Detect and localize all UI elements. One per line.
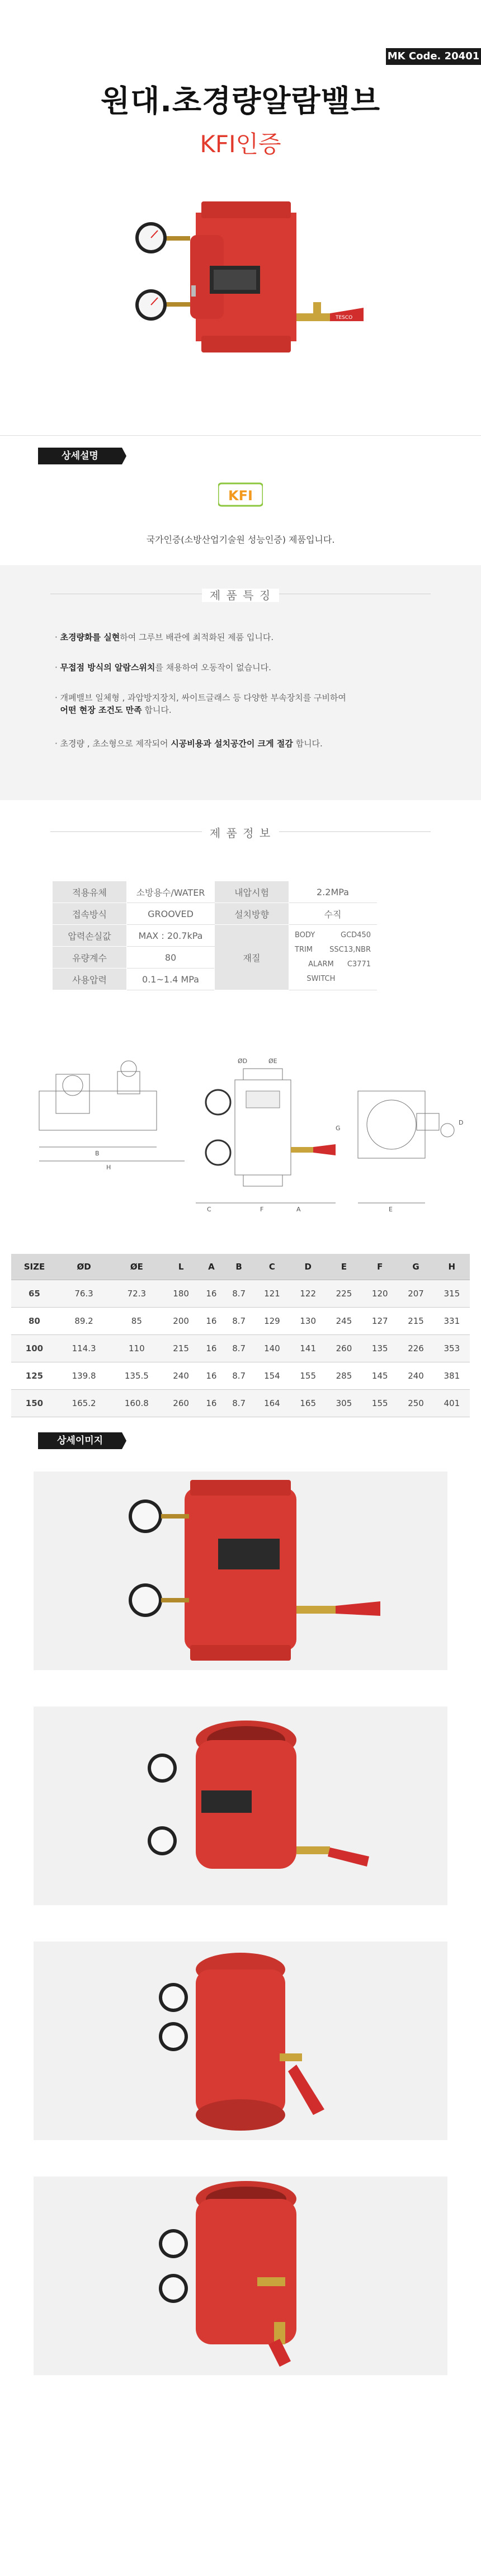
dimension-cell: 8.7 xyxy=(224,1362,254,1390)
page-title: 원대.초경량알람밸브 xyxy=(101,83,380,119)
dim-label-d: D xyxy=(459,1119,464,1126)
column-header: F xyxy=(362,1254,398,1280)
dimension-cell: 200 xyxy=(163,1308,199,1335)
spec-key: 유량계수 xyxy=(53,947,127,969)
dimension-cell: 139.8 xyxy=(58,1362,110,1390)
valve-photo-side xyxy=(34,1942,447,2140)
dimension-cell: 8.7 xyxy=(224,1335,254,1362)
dimension-cell: 129 xyxy=(254,1308,290,1335)
dimension-cell: 16 xyxy=(199,1335,224,1362)
top-view-drawing xyxy=(358,1091,454,1203)
dimension-cell: 120 xyxy=(362,1280,398,1308)
spec-row xyxy=(53,925,377,947)
material-list: BODY GCD450 TRIM SSC13,NBR ALARM SWITCH C3771 xyxy=(289,925,377,990)
dimension-cell: 331 xyxy=(434,1308,470,1335)
dimension-cell: 250 xyxy=(398,1390,433,1417)
dimension-cell: 80 xyxy=(11,1308,58,1335)
dim-label-g: G xyxy=(336,1125,341,1132)
certification-subtitle: KFI인증 xyxy=(200,130,281,158)
column-header: L xyxy=(163,1254,199,1280)
column-header: D xyxy=(290,1254,326,1280)
dimensions-table xyxy=(11,1254,470,1417)
dimension-cell: 150 xyxy=(11,1390,58,1417)
dimension-cell: 100 xyxy=(11,1335,58,1362)
dim-label-phi-e: ØE xyxy=(268,1057,277,1065)
dimensions-header-row xyxy=(11,1254,470,1280)
spec-value: 수직 xyxy=(289,903,377,925)
dimension-cell: 381 xyxy=(434,1362,470,1390)
spec-value: GROOVED xyxy=(127,903,215,925)
dimension-cell: 135.5 xyxy=(110,1362,163,1390)
section-label-images: 상세이미지 xyxy=(38,1432,122,1449)
dim-label-c: C xyxy=(207,1206,211,1213)
dimension-cell: 285 xyxy=(326,1362,362,1390)
spec-key: 압력손실값 xyxy=(53,925,127,947)
spec-value: MAX : 20.7kPa xyxy=(127,925,215,947)
feature-item-3: · 개폐밸브 일체형 , 과압방지장치, 싸이트글래스 등 다양한 부속장치를 구비하여 어떤 현장 조건도 만족 합니다. xyxy=(55,693,346,715)
column-header: ØE xyxy=(110,1254,163,1280)
dimensions-row xyxy=(11,1390,470,1417)
spec-key: 접속방식 xyxy=(53,903,127,925)
spec-key: 사용압력 xyxy=(53,969,127,990)
feature-item-1: · 초경량화를 실현하여 그루브 배관에 최적화된 제품 입니다. xyxy=(55,632,274,642)
dimension-cell: 110 xyxy=(110,1335,163,1362)
dim-label-e: E xyxy=(389,1206,393,1213)
dimension-cell: 225 xyxy=(326,1280,362,1308)
dimension-cell: 353 xyxy=(434,1335,470,1362)
dimension-cell: 215 xyxy=(398,1308,433,1335)
valve-body xyxy=(190,201,296,352)
kfi-logo-text: KFI xyxy=(228,488,253,504)
dimension-cell: 145 xyxy=(362,1362,398,1390)
dimension-cell: 76.3 xyxy=(58,1280,110,1308)
dim-label-b: B xyxy=(95,1150,100,1157)
feature-item-4: · 초경량 , 초소형으로 제작되어 시공비용과 설치공간이 크게 절감 합니다. xyxy=(55,739,323,749)
dimension-cell: 165 xyxy=(290,1390,326,1417)
dimension-cell: 226 xyxy=(398,1335,433,1362)
dimension-cell: 160.8 xyxy=(110,1390,163,1417)
dimension-cell: 121 xyxy=(254,1280,290,1308)
kfi-description: 국가인증(소방산업기술원 성능인증) 제품입니다. xyxy=(146,534,335,545)
dim-label-f: F xyxy=(260,1206,264,1213)
spec-table xyxy=(52,881,377,990)
column-header: C xyxy=(254,1254,290,1280)
material-label: 재질 xyxy=(215,925,289,990)
dimensions-row xyxy=(11,1362,470,1390)
dimension-cell: 8.7 xyxy=(224,1308,254,1335)
spec-row xyxy=(53,903,377,925)
detail-photo-1 xyxy=(34,1472,447,1670)
spec-key: 적용유체 xyxy=(53,881,127,903)
dim-label-a: A xyxy=(296,1206,301,1213)
dimension-cell: 245 xyxy=(326,1308,362,1335)
dimension-cell: 16 xyxy=(199,1280,224,1308)
dimension-cell: 155 xyxy=(290,1362,326,1390)
dimension-cell: 65 xyxy=(11,1280,58,1308)
model-code-badge: MK Code. 20401 xyxy=(386,48,481,65)
dimensions-row xyxy=(11,1308,470,1335)
dimension-cell: 122 xyxy=(290,1280,326,1308)
column-header: ØD xyxy=(58,1254,110,1280)
hero-valve-image xyxy=(129,201,364,380)
column-header: G xyxy=(398,1254,433,1280)
spec-key: 설치방향 xyxy=(215,903,289,925)
dimension-cell: 260 xyxy=(326,1335,362,1362)
valve-brand-tag: TESCO xyxy=(336,315,353,321)
spec-value: 소방용수/WATER xyxy=(127,881,215,903)
dimension-cell: 89.2 xyxy=(58,1308,110,1335)
dimension-cell: 305 xyxy=(326,1390,362,1417)
dimension-cell: 240 xyxy=(398,1362,433,1390)
detail-photo-2 xyxy=(34,1707,447,1905)
spec-value: 2.2MPa xyxy=(289,881,377,903)
dimension-cell: 8.7 xyxy=(224,1280,254,1308)
front-view-drawing xyxy=(196,1069,336,1203)
dimension-cell: 127 xyxy=(362,1308,398,1335)
dimension-cell: 165.2 xyxy=(58,1390,110,1417)
dimension-cell: 125 xyxy=(11,1362,58,1390)
dimensions-row xyxy=(11,1280,470,1308)
section-label-detail: 상세설명 xyxy=(38,448,122,464)
valve-photo-front xyxy=(34,1472,447,1670)
drain-valve-handle xyxy=(296,302,364,321)
dimension-cell: 16 xyxy=(199,1390,224,1417)
dimension-cell: 240 xyxy=(163,1362,199,1390)
dimension-cell: 180 xyxy=(163,1280,199,1308)
dimension-cell: 130 xyxy=(290,1308,326,1335)
column-header: E xyxy=(326,1254,362,1280)
dim-label-h: H xyxy=(106,1164,111,1171)
valve-photo-back xyxy=(34,2177,447,2375)
spec-value: 0.1~1.4 MPa xyxy=(127,969,215,990)
column-header: A xyxy=(199,1254,224,1280)
valve-photo-angle xyxy=(34,1707,447,1905)
dimension-cell: 260 xyxy=(163,1390,199,1417)
info-heading: 제 품 정 보 xyxy=(0,824,481,840)
column-header: H xyxy=(434,1254,470,1280)
pressure-gauge-top xyxy=(135,222,190,253)
dimension-cell: 141 xyxy=(290,1335,326,1362)
dimension-cell: 8.7 xyxy=(224,1390,254,1417)
dimension-cell: 401 xyxy=(434,1390,470,1417)
dimension-cell: 72.3 xyxy=(110,1280,163,1308)
spec-key: 내압시험 xyxy=(215,881,289,903)
features-heading: 제 품 특 징 xyxy=(0,586,481,603)
side-view-drawing xyxy=(39,1061,185,1161)
dimension-cell: 16 xyxy=(199,1308,224,1335)
technical-drawing xyxy=(22,1041,470,1220)
detail-photo-3 xyxy=(34,1942,447,2140)
dimension-cell: 207 xyxy=(398,1280,433,1308)
dimension-cell: 16 xyxy=(199,1362,224,1390)
pressure-gauge-bottom xyxy=(135,289,190,321)
dimension-cell: 315 xyxy=(434,1280,470,1308)
dim-label-phi-d: ØD xyxy=(238,1057,248,1065)
dimension-cell: 85 xyxy=(110,1308,163,1335)
dimension-cell: 164 xyxy=(254,1390,290,1417)
detail-photo-4 xyxy=(34,2177,447,2375)
dimension-cell: 140 xyxy=(254,1335,290,1362)
dimension-cell: 114.3 xyxy=(58,1335,110,1362)
feature-item-2: · 무접점 방식의 알람스위치를 채용하여 오동작이 없습니다. xyxy=(55,662,271,673)
dimension-cell: 154 xyxy=(254,1362,290,1390)
spec-row xyxy=(53,881,377,903)
dimension-cell: 215 xyxy=(163,1335,199,1362)
dimensions-row xyxy=(11,1335,470,1362)
kfi-logo xyxy=(218,481,263,508)
dimension-cell: 155 xyxy=(362,1390,398,1417)
dimension-cell: 135 xyxy=(362,1335,398,1362)
spec-value: 80 xyxy=(127,947,215,969)
column-header: B xyxy=(224,1254,254,1280)
column-header: SIZE xyxy=(11,1254,58,1280)
